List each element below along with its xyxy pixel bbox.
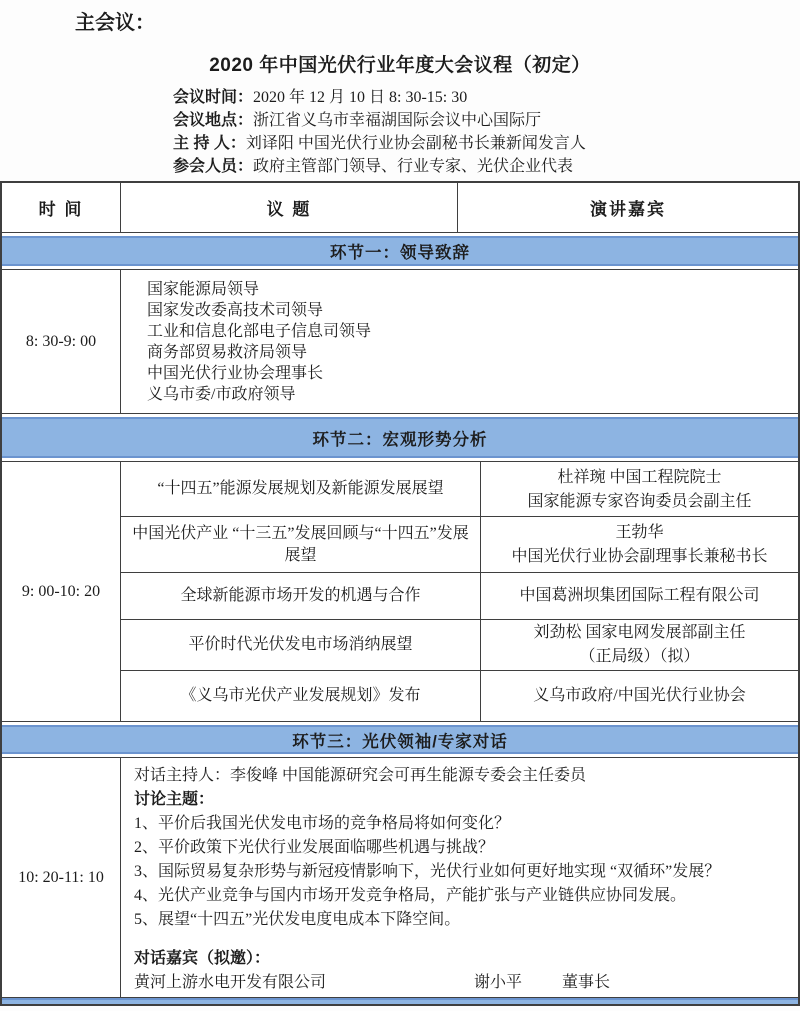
speaker-line: 王勃华	[615, 523, 664, 541]
meta-value-time: 2020 年 12 月 10 日 8: 30-15: 30	[253, 89, 468, 106]
dialog-moderator: 对话主持人：李俊峰 中国能源研究会可再生能源专委会主任委员	[134, 767, 587, 784]
agenda-line: 商务部贸易救济局领导	[147, 343, 308, 361]
discussion-topic: 2、平价政策下光伏行业发展面临哪些机遇与挑战？	[134, 839, 495, 856]
column-header-time: 时 间	[2, 183, 121, 232]
session3-header-label: 环节三：光伏领袖/专家对话	[2, 725, 798, 754]
speaker-line: （正局级）（拟）	[579, 648, 700, 665]
agenda-line: 义乌市委/市政府领导	[147, 385, 296, 403]
speaker-line: 义乌市政府/中国光伏行业协会	[533, 687, 746, 704]
discussion-topic: 5、展望“十四五”光伏发电度电成本下降空间。	[134, 911, 461, 928]
session2-subrows	[121, 462, 798, 721]
discussion-topic: 3、国际贸易复杂形势与新冠疫情影响下，光伏行业如何更好地实现 “双循环”发展？	[134, 863, 721, 880]
session2-time: 9: 00-10: 20	[2, 462, 121, 721]
speaker-line	[615, 514, 663, 516]
speaker-line: 中国光伏行业协会副理事长兼秘书长	[511, 547, 768, 565]
session1-row	[2, 270, 798, 414]
session1-agenda-list	[121, 270, 798, 413]
speaker-cell	[481, 620, 798, 670]
meta-value-host: 刘译阳 中国光伏行业协会副秘书长兼新闻发言人	[245, 135, 586, 152]
session1-header-band	[2, 233, 798, 270]
topic-cell: 中国光伏产业 “十三五”发展回顾与“十四五”发展展望	[121, 517, 481, 572]
topic-cell: 《义乌市光伏产业发展规划》发布	[121, 671, 481, 721]
session1-time: 8: 30-9: 00	[2, 270, 121, 413]
discussion-topic: 1、平价后我国光伏发电市场的竞争格局将如何变化？	[134, 815, 511, 832]
session3-time: 10: 20-11: 10	[2, 758, 121, 997]
meta-row-venue	[173, 109, 586, 132]
speaker-cell	[481, 573, 798, 619]
session2-header-label: 环节二：宏观形势分析	[2, 417, 798, 458]
agenda-title: 2020 年中国光伏行业年度大会议程（初定）	[209, 55, 591, 76]
meta-value-participants: 政府主管部门领导、行业专家、光伏企业代表	[253, 158, 574, 175]
speaker-cell	[481, 671, 798, 721]
column-header-speaker: 演讲嘉宾	[590, 200, 666, 219]
meta-value-venue: 浙江省义乌市幸福湖国际会议中心国际厅	[253, 112, 542, 129]
guest-name: 谢小平	[474, 974, 523, 991]
agenda-table	[0, 181, 800, 1006]
meta-row-participants	[173, 155, 586, 178]
agenda-line: 国家发改委高技术司领导	[147, 301, 324, 319]
speaker-line: 中国葛洲坝集团国际工程有限公司	[519, 587, 760, 604]
session3-header-band	[2, 722, 798, 758]
meta-info-block	[173, 86, 586, 178]
document-heading: 主会议：	[75, 12, 155, 34]
discussion-topics-label: 讨论主题：	[134, 791, 215, 808]
topic-cell: “十四五”能源发展规划及新能源发展展望	[121, 462, 481, 516]
guest-company: 黄河上游水电开发有限公司	[134, 974, 327, 991]
next-session-band-clipped	[2, 998, 798, 1004]
meta-label-time: 会议时间：	[173, 89, 254, 106]
agenda-line: 中国光伏行业协会理事长	[147, 364, 324, 382]
topic-cell: 平价时代光伏发电市场消纳展望	[121, 620, 481, 670]
guest-row	[134, 971, 788, 995]
column-header-topic: 议 题	[121, 183, 458, 232]
meta-label-host: 主 持 人：	[173, 135, 246, 152]
speaker-cell	[481, 462, 798, 516]
table-row	[121, 620, 798, 671]
table-row	[121, 573, 798, 620]
guest-title: 董事长	[562, 974, 611, 991]
session3-content	[121, 758, 798, 997]
meta-label-participants: 参会人员：	[173, 158, 254, 175]
session3-row	[2, 758, 798, 998]
speaker-line: 杜祥琬 中国工程院院士	[557, 469, 722, 486]
meta-label-venue: 会议地点：	[173, 112, 254, 129]
speaker-line: 刘劲松 国家电网发展部副主任	[533, 624, 746, 641]
agenda-line: 工业和信息化部电子信息司领导	[147, 322, 372, 340]
table-row	[121, 671, 798, 721]
table-row	[121, 517, 798, 573]
dialog-guests-label: 对话嘉宾（拟邀）：	[134, 950, 271, 967]
speaker-line: 国家能源专家咨询委员会副主任	[527, 493, 752, 510]
meta-row-time	[173, 86, 586, 109]
speaker-cell	[481, 517, 798, 572]
table-header-row	[2, 183, 798, 233]
discussion-topic: 4、光伏产业竞争与国内市场开发竞争格局，产能扩张与产业链供应协同发展。	[134, 887, 687, 904]
session2-header-band	[2, 414, 798, 462]
session1-header-label: 环节一：领导致辞	[2, 236, 798, 266]
agenda-line: 国家能源局领导	[147, 280, 260, 298]
topic-cell: 全球新能源市场开发的机遇与合作	[121, 573, 481, 619]
session2-rows	[2, 462, 798, 722]
meta-row-host	[173, 132, 586, 155]
table-row	[121, 462, 798, 517]
